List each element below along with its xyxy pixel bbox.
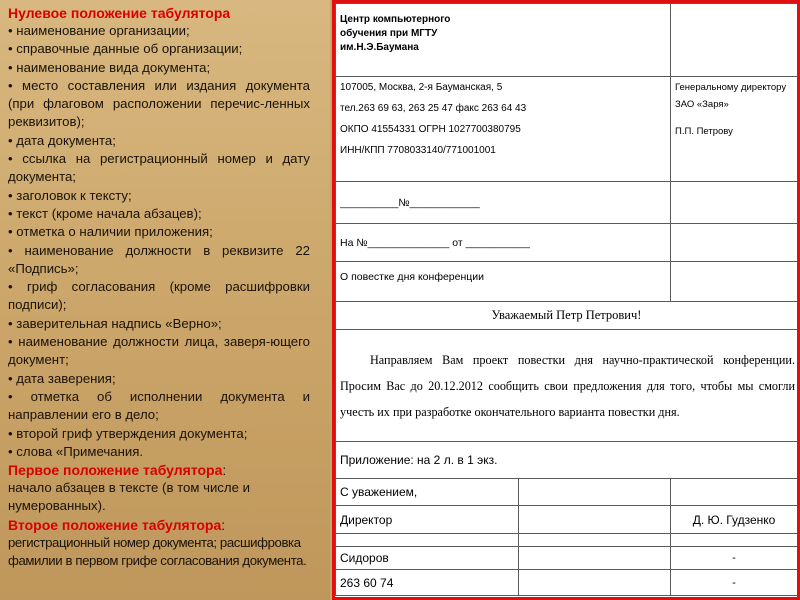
- org-name-line: обучения при МГТУ: [340, 28, 438, 39]
- left-panel: [0, 0, 330, 600]
- org-name-line: Центр компьютерного: [340, 14, 451, 25]
- first-tab-text: начало абзацев в тексте (в том числе и нумерованных).: [8, 480, 250, 514]
- ref-row: [336, 224, 798, 262]
- zero-item: • справочные данные об организации;: [8, 40, 310, 58]
- zero-item: • наименование должности лица, заверя-ющего документ;: [8, 333, 310, 370]
- reg-row: [336, 182, 798, 224]
- zero-item: • гриф согласования (кроме расшифровки подписи);: [8, 278, 310, 315]
- empty-cell: [519, 506, 671, 534]
- subject-cell: О повестке дня конференции: [336, 262, 671, 302]
- closing-cell: С уважением,: [336, 479, 519, 506]
- letter-form: [332, 0, 800, 600]
- zero-item: • заверительная надпись «Верно»;: [8, 315, 310, 333]
- closing-row: [336, 479, 798, 506]
- first-tab-colon: :: [222, 462, 227, 479]
- signer-cell: Д. Ю. Гудзенко: [671, 506, 798, 534]
- empty-cell: [519, 534, 671, 547]
- reg-number-cell: __________№____________: [336, 182, 671, 224]
- second-tab-heading-text: Второе положение табулятора: [8, 516, 222, 533]
- empty-cell: [519, 547, 671, 570]
- org-name-line: им.Н.Э.Баумана: [340, 42, 419, 53]
- zero-item: • место составления или издания документа (при флаговом расположении перечис-ленных реквизитов);: [8, 77, 310, 132]
- org-address: 107005, Москва, 2-я Бауманская, 5: [340, 82, 503, 93]
- executor-row: [336, 547, 798, 570]
- reference-cell: На №______________ от ___________: [336, 224, 671, 262]
- signature-row: [336, 506, 798, 534]
- zero-item: • ссылка на регистрационный номер и дату документа;: [8, 150, 310, 187]
- spacer-row: [336, 534, 798, 547]
- greeting-cell: Уважаемый Петр Петрович!: [336, 302, 798, 330]
- empty-cell: [336, 534, 519, 547]
- org-details-cell: [336, 77, 671, 182]
- second-tab-text: регистрационный номер документа; расшифровка фамилии в первом грифе согласования документа.: [8, 534, 307, 569]
- greeting-row: [336, 302, 798, 330]
- empty-cell: [519, 570, 671, 596]
- attachment-row: [336, 442, 798, 479]
- body-row: [336, 330, 798, 442]
- details-row: [336, 77, 798, 182]
- letter-table: [335, 3, 798, 596]
- position-cell: Директор: [336, 506, 519, 534]
- zero-item: • текст (кроме начала абзацев);: [8, 205, 310, 223]
- empty-cell: [671, 479, 798, 506]
- zero-item: • наименование вида документа;: [8, 59, 310, 77]
- zero-item: • отметка об исполнении документа и направлении его в дело;: [8, 388, 310, 425]
- empty-cell: [671, 224, 798, 262]
- second-tab-heading: [8, 516, 310, 534]
- addressee-title: Генеральному директору: [675, 82, 787, 93]
- org-inn: ИНН/КПП 7708033140/771001001: [340, 145, 496, 156]
- empty-cell: [671, 534, 798, 547]
- zero-item: • заголовок к тексту;: [8, 187, 310, 205]
- zero-item: • наименование должности в реквизите 22 «Подпись»;: [8, 242, 310, 279]
- addressee-name: П.П. Петрову: [675, 126, 733, 137]
- attachment-cell: Приложение: на 2 л. в 1 экз.: [336, 442, 798, 479]
- letter-body: Направляем Вам проект повестки дня научно-практической конференции. Просим Вас до 20.12.2012 сообщить свои предложения для того, чтобы мы смогли учесть их при разработке окончательного варианта повестки дня.: [336, 330, 798, 442]
- empty-cell: [671, 182, 798, 224]
- first-tab-heading: [8, 461, 310, 479]
- org-name-cell: [336, 4, 671, 77]
- zero-item: • дата документа;: [8, 132, 310, 150]
- dash-cell: -: [671, 547, 798, 570]
- first-tab-heading-text: Первое положение табулятора: [8, 462, 223, 479]
- subject-row: [336, 262, 798, 302]
- second-tab-colon: :: [221, 516, 226, 533]
- addressee-cell: [671, 77, 798, 182]
- org-okpo: ОКПО 41554331 ОГРН 1027700380795: [340, 124, 521, 135]
- executor-phone-cell: 263 60 74: [336, 570, 519, 596]
- zero-item: • наименование организации;: [8, 22, 310, 40]
- zero-item: • дата заверения;: [8, 370, 310, 388]
- empty-cell: [671, 4, 798, 77]
- zero-item: • слова «Примечания.: [8, 443, 310, 461]
- empty-cell: [519, 479, 671, 506]
- header-row: [336, 4, 798, 77]
- zero-item: • отметка о наличии приложения;: [8, 223, 310, 241]
- zero-tab-heading: Нулевое положение табулятора: [8, 5, 231, 21]
- executor-cell: Сидоров: [336, 547, 519, 570]
- org-phones: тел.263 69 63, 263 25 47 факс 263 64 43: [340, 103, 527, 114]
- addressee-org: ЗАО «Заря»: [675, 99, 729, 110]
- executor-phone-row: [336, 570, 798, 596]
- empty-cell: [671, 262, 798, 302]
- dash-cell: -: [671, 570, 798, 596]
- zero-item: • второй гриф утверждения документа;: [8, 425, 310, 443]
